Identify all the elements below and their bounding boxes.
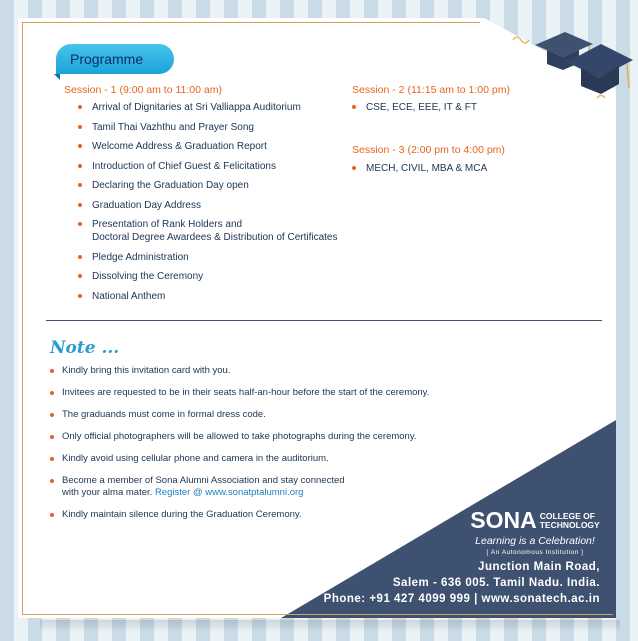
programme-tab: Programme — [56, 44, 174, 74]
college-name-line1: COLLEGE OF — [539, 510, 595, 521]
list-item: Introduction of Chief Guest & Felicitations — [78, 160, 358, 173]
note-list — [50, 365, 470, 521]
card-top-border — [22, 22, 480, 23]
list-item-continuation — [50, 487, 470, 499]
college-name-line2: TECHNOLOGY — [539, 519, 600, 530]
list-item: Dissolving the Ceremony — [78, 270, 358, 283]
list-item: Tamil Thai Vazhthu and Prayer Song — [78, 121, 358, 134]
programme-tab-fold — [54, 74, 60, 80]
address-line2: Salem - 636 005. Tamil Nadu. India. — [392, 577, 600, 589]
list-item: Become a member of Sona Alumni Association and stay connected — [50, 475, 470, 487]
list-item: Kindly maintain silence during the Graduation Ceremony. — [50, 509, 470, 521]
list-item: Presentation of Rank Holders and — [78, 218, 358, 231]
session3-list — [352, 162, 602, 175]
contact-line: Phone: +91 427 4099 999 | www.sonatech.ac.in — [323, 593, 600, 605]
college-logo — [470, 507, 600, 556]
session1-title: Session - 1 (9:00 am to 11:00 am) — [64, 84, 222, 96]
list-item: Pledge Administration — [78, 251, 358, 264]
list-item: Kindly avoid using cellular phone and camera in the auditorium. — [50, 453, 470, 465]
list-item: Invitees are requested to be in their seats half-an-hour before the start of the ceremony. — [50, 387, 470, 399]
list-item: MECH, CIVIL, MBA & MCA — [352, 162, 602, 175]
list-item: Kindly bring this invitation card with you. — [50, 365, 470, 377]
college-name: SONA — [470, 507, 537, 533]
session2-list — [352, 101, 602, 114]
autonomous-label: [ An Autonomous Institution ] — [486, 549, 584, 556]
college-tagline: Learning is a Celebration! — [475, 535, 595, 547]
alumni-register-link[interactable]: Register @ www.sonatptalumni.org — [154, 487, 304, 498]
list-item-continuation: Doctoral Degree Awardees & Distribution of Certificates — [92, 232, 338, 243]
list-item: Arrival of Dignitaries at Sri Valliappa Auditorium — [78, 101, 358, 114]
card-shadow — [40, 620, 620, 632]
section-divider — [46, 320, 602, 321]
address-line1: Junction Main Road, — [478, 561, 600, 573]
note-title: Note ... — [50, 338, 120, 358]
list-item: National Anthem — [78, 290, 358, 303]
list-item: Only official photographers will be allowed to take photographs during the ceremony. — [50, 431, 470, 443]
alma-mater-text: with your alma mater. — [62, 487, 153, 498]
list-item: Declaring the Graduation Day open — [78, 179, 358, 192]
session2-title: Session - 2 (11:15 am to 1:00 pm) — [352, 84, 510, 96]
session1-list — [78, 101, 358, 303]
list-item: CSE, ECE, EEE, IT & FT — [352, 101, 602, 114]
list-item: The graduands must come in formal dress code. — [50, 409, 470, 421]
session3-title: Session - 3 (2:00 pm to 4:00 pm) — [352, 144, 505, 156]
list-item: Welcome Address & Graduation Report — [78, 140, 358, 153]
college-name-suffix — [540, 512, 600, 530]
graduation-caps-icon — [505, 20, 635, 105]
list-item: Graduation Day Address — [78, 199, 358, 212]
